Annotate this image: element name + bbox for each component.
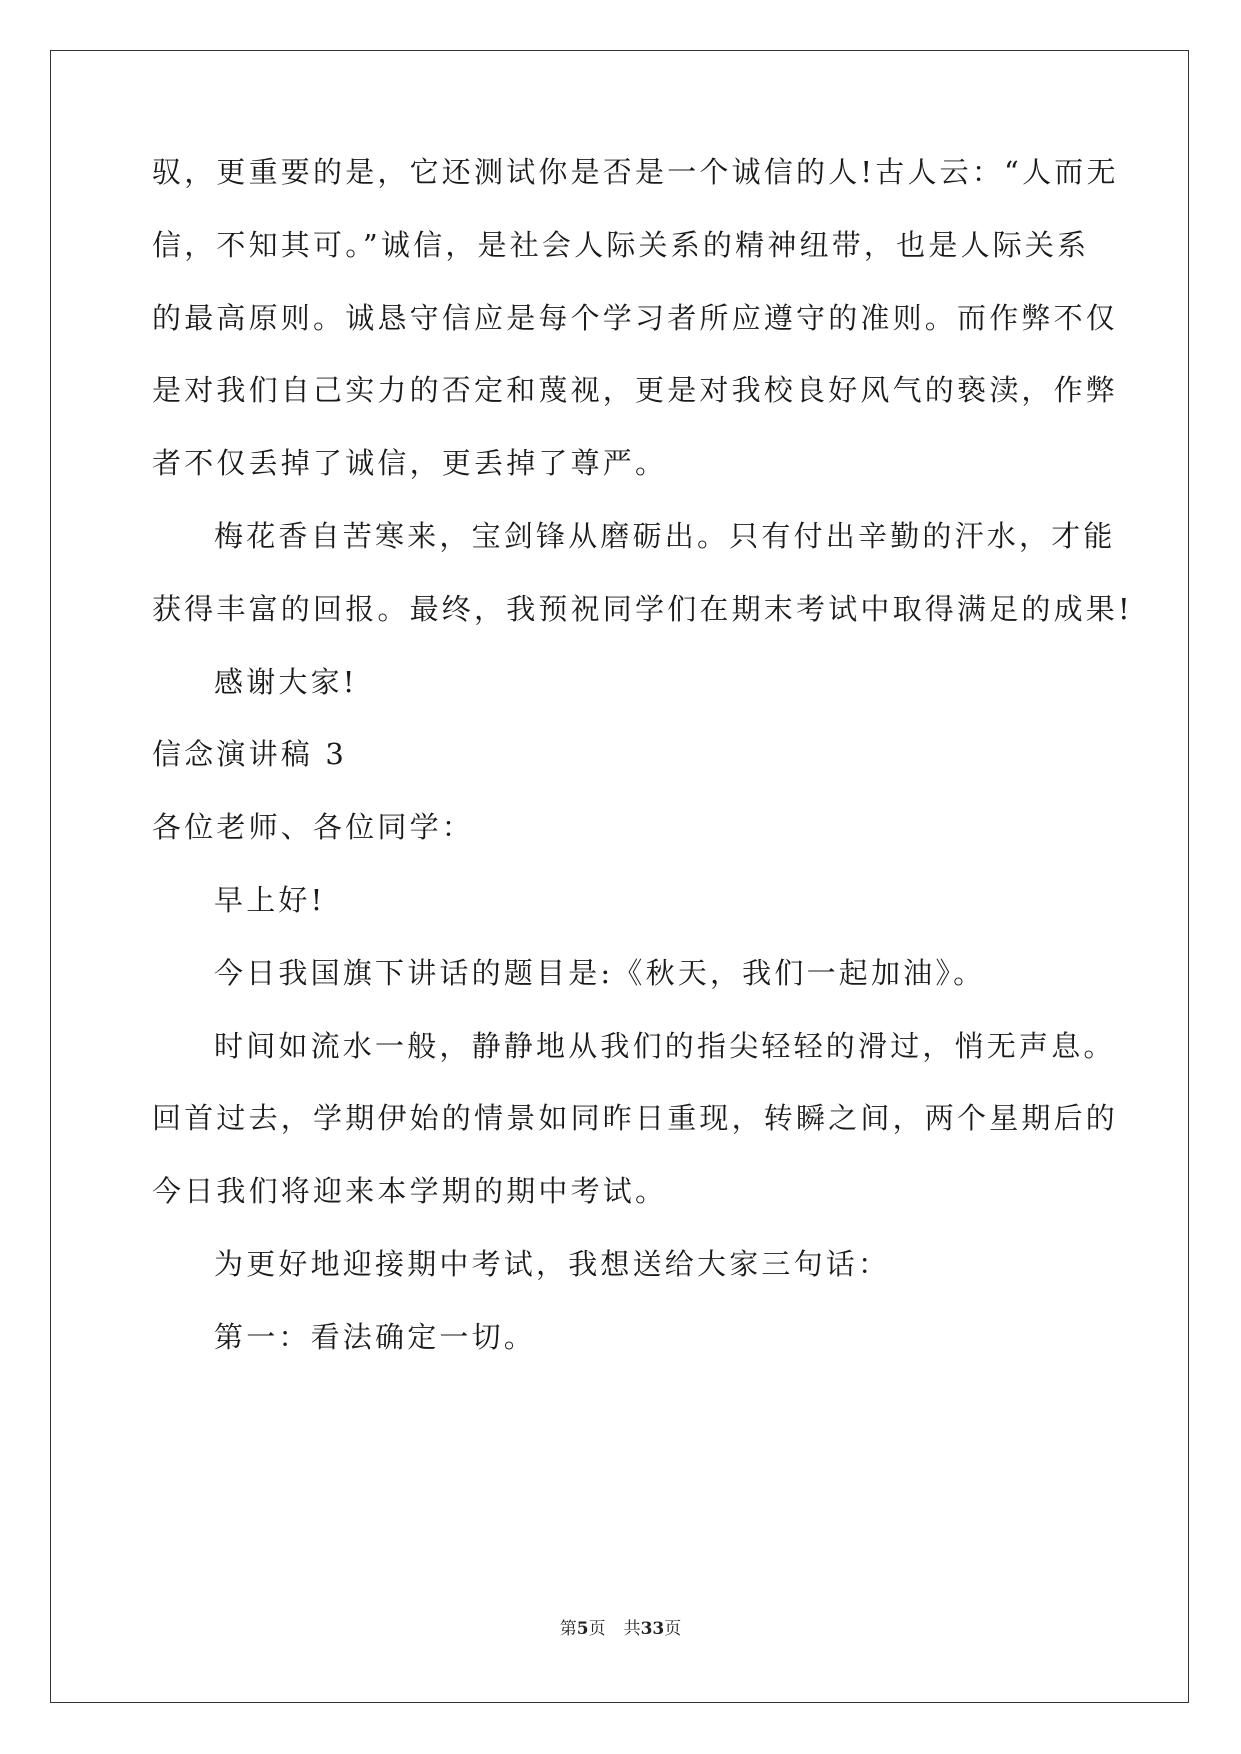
page-prefix: 第 xyxy=(559,1619,577,1639)
paragraph-start-line: 时间如流水一般，静静地从我们的指尖轻轻的滑过，悄无声息。 xyxy=(214,1029,1116,1063)
section-title: 信念演讲稿 3 xyxy=(152,737,348,771)
text-line: 获得丰富的回报。最终，我预祝同学们在期末考试中取得满足的成果! xyxy=(152,592,1133,626)
paragraph-start-line: 为更好地迎接期中考试，我想送给大家三句话： xyxy=(214,1247,891,1281)
page-footer xyxy=(0,1618,1241,1640)
salutation: 各位老师、各位同学： xyxy=(152,810,475,844)
page-suffix: 页 xyxy=(588,1619,606,1639)
paragraph-start-line: 梅花香自苦寒来，宝剑锋从磨砺出。只有付出辛勤的汗水，才能 xyxy=(214,519,1116,553)
text-line: 是对我们自己实力的否定和蔑视，更是对我校良好风气的亵渎，作弊 xyxy=(152,373,1119,407)
text-line: 驭，更重要的是，它还测试你是否是一个诚信的人!古人云：“人而无 xyxy=(152,155,1119,189)
text-line: 者不仅丢掉了诚信，更丢掉了尊严。 xyxy=(152,446,668,480)
total-suffix: 页 xyxy=(664,1619,682,1639)
text-line: 信，不知其可。”诚信，是社会人际关系的精神纽带，也是人际关系 xyxy=(152,228,1090,262)
text-line: 今日我们将迎来本学期的期中考试。 xyxy=(152,1174,668,1208)
closing-thanks: 感谢大家! xyxy=(214,665,358,699)
paragraph-start-line: 第一：看法确定一切。 xyxy=(214,1320,537,1354)
total-pages: 33 xyxy=(640,1619,665,1639)
text-line: 的最高原则。诚恳守信应是每个学习者所应遵守的准则。而作弊不仅 xyxy=(152,301,1119,335)
total-prefix: 共 xyxy=(623,1619,641,1639)
page-number: 5 xyxy=(576,1619,589,1639)
text-line: 回首过去，学期伊始的情景如同昨日重现，转瞬之间，两个星期后的 xyxy=(152,1101,1119,1135)
paragraph-start-line: 今日我国旗下讲话的题目是:《秋天，我们一起加油》。 xyxy=(214,956,986,990)
greeting: 早上好! xyxy=(214,883,326,917)
